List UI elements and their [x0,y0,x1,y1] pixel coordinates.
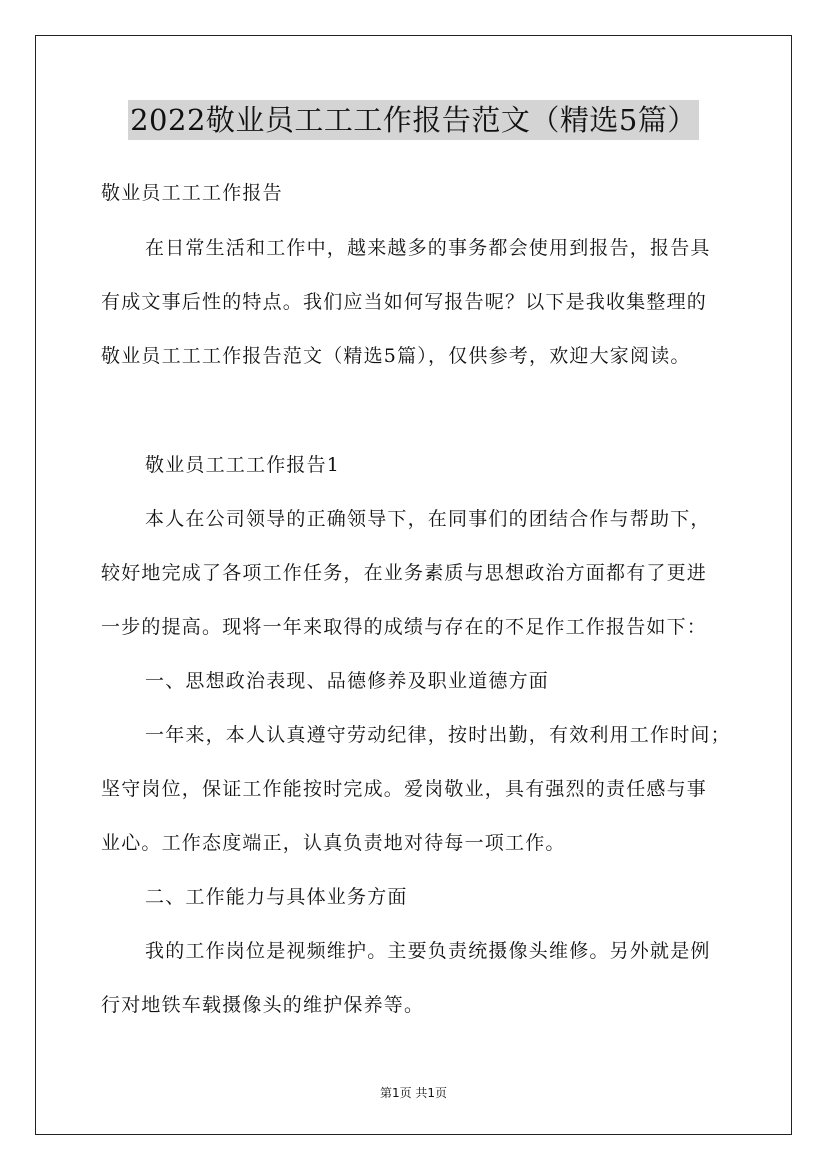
para-2-line-2: 坚守岗位，保证工作能按时完成。爱岗敬业，具有强烈的责任感与事 [101,778,708,800]
subheading-2: 二、工作能力与具体业务方面 [145,886,408,908]
intro-line-1: 在日常生活和工作中，越来越多的事务都会使用到报告，报告具 [145,237,711,259]
subheading-1: 一、思想政治表现、品德修养及职业道德方面 [145,670,550,692]
para-2-line-1: 一年来，本人认真遵守劳动纪律，按时出勤，有效利用工作时间； [145,724,731,746]
intro-line-3: 敬业员工工工作报告范文（精选5篇），仅供参考，欢迎大家阅读。 [101,345,691,367]
section-1-heading: 敬业员工工工作报告1 [145,454,341,476]
para-1-line-3: 一步的提高。现将一年来取得的成绩与存在的不足作工作报告如下： [101,616,708,638]
document-subtitle: 敬业员工工工作报告 [101,182,283,204]
title-container [0,100,827,140]
para-2-line-3: 业心。工作态度端正，认真负责地对待每一项工作。 [101,832,566,854]
page-footer: 第1页 共1页 [379,1086,448,1100]
intro-line-2: 有成文事后性的特点。我们应当如何写报告呢？以下是我收集整理的 [101,291,708,313]
para-3-line-1: 我的工作岗位是视频维护。主要负责统摄像头维修。另外就是例 [145,940,711,962]
para-1-line-1: 本人在公司领导的正确领导下，在同事们的团结合作与帮助下， [145,508,711,530]
para-1-line-2: 较好地完成了各项工作任务，在业务素质与思想政治方面都有了更进 [101,562,708,584]
para-3-line-2: 行对地铁车载摄像头的维护保养等。 [101,994,425,1016]
document-title: 2022敬业员工工工作报告范文（精选5篇） [128,100,699,140]
